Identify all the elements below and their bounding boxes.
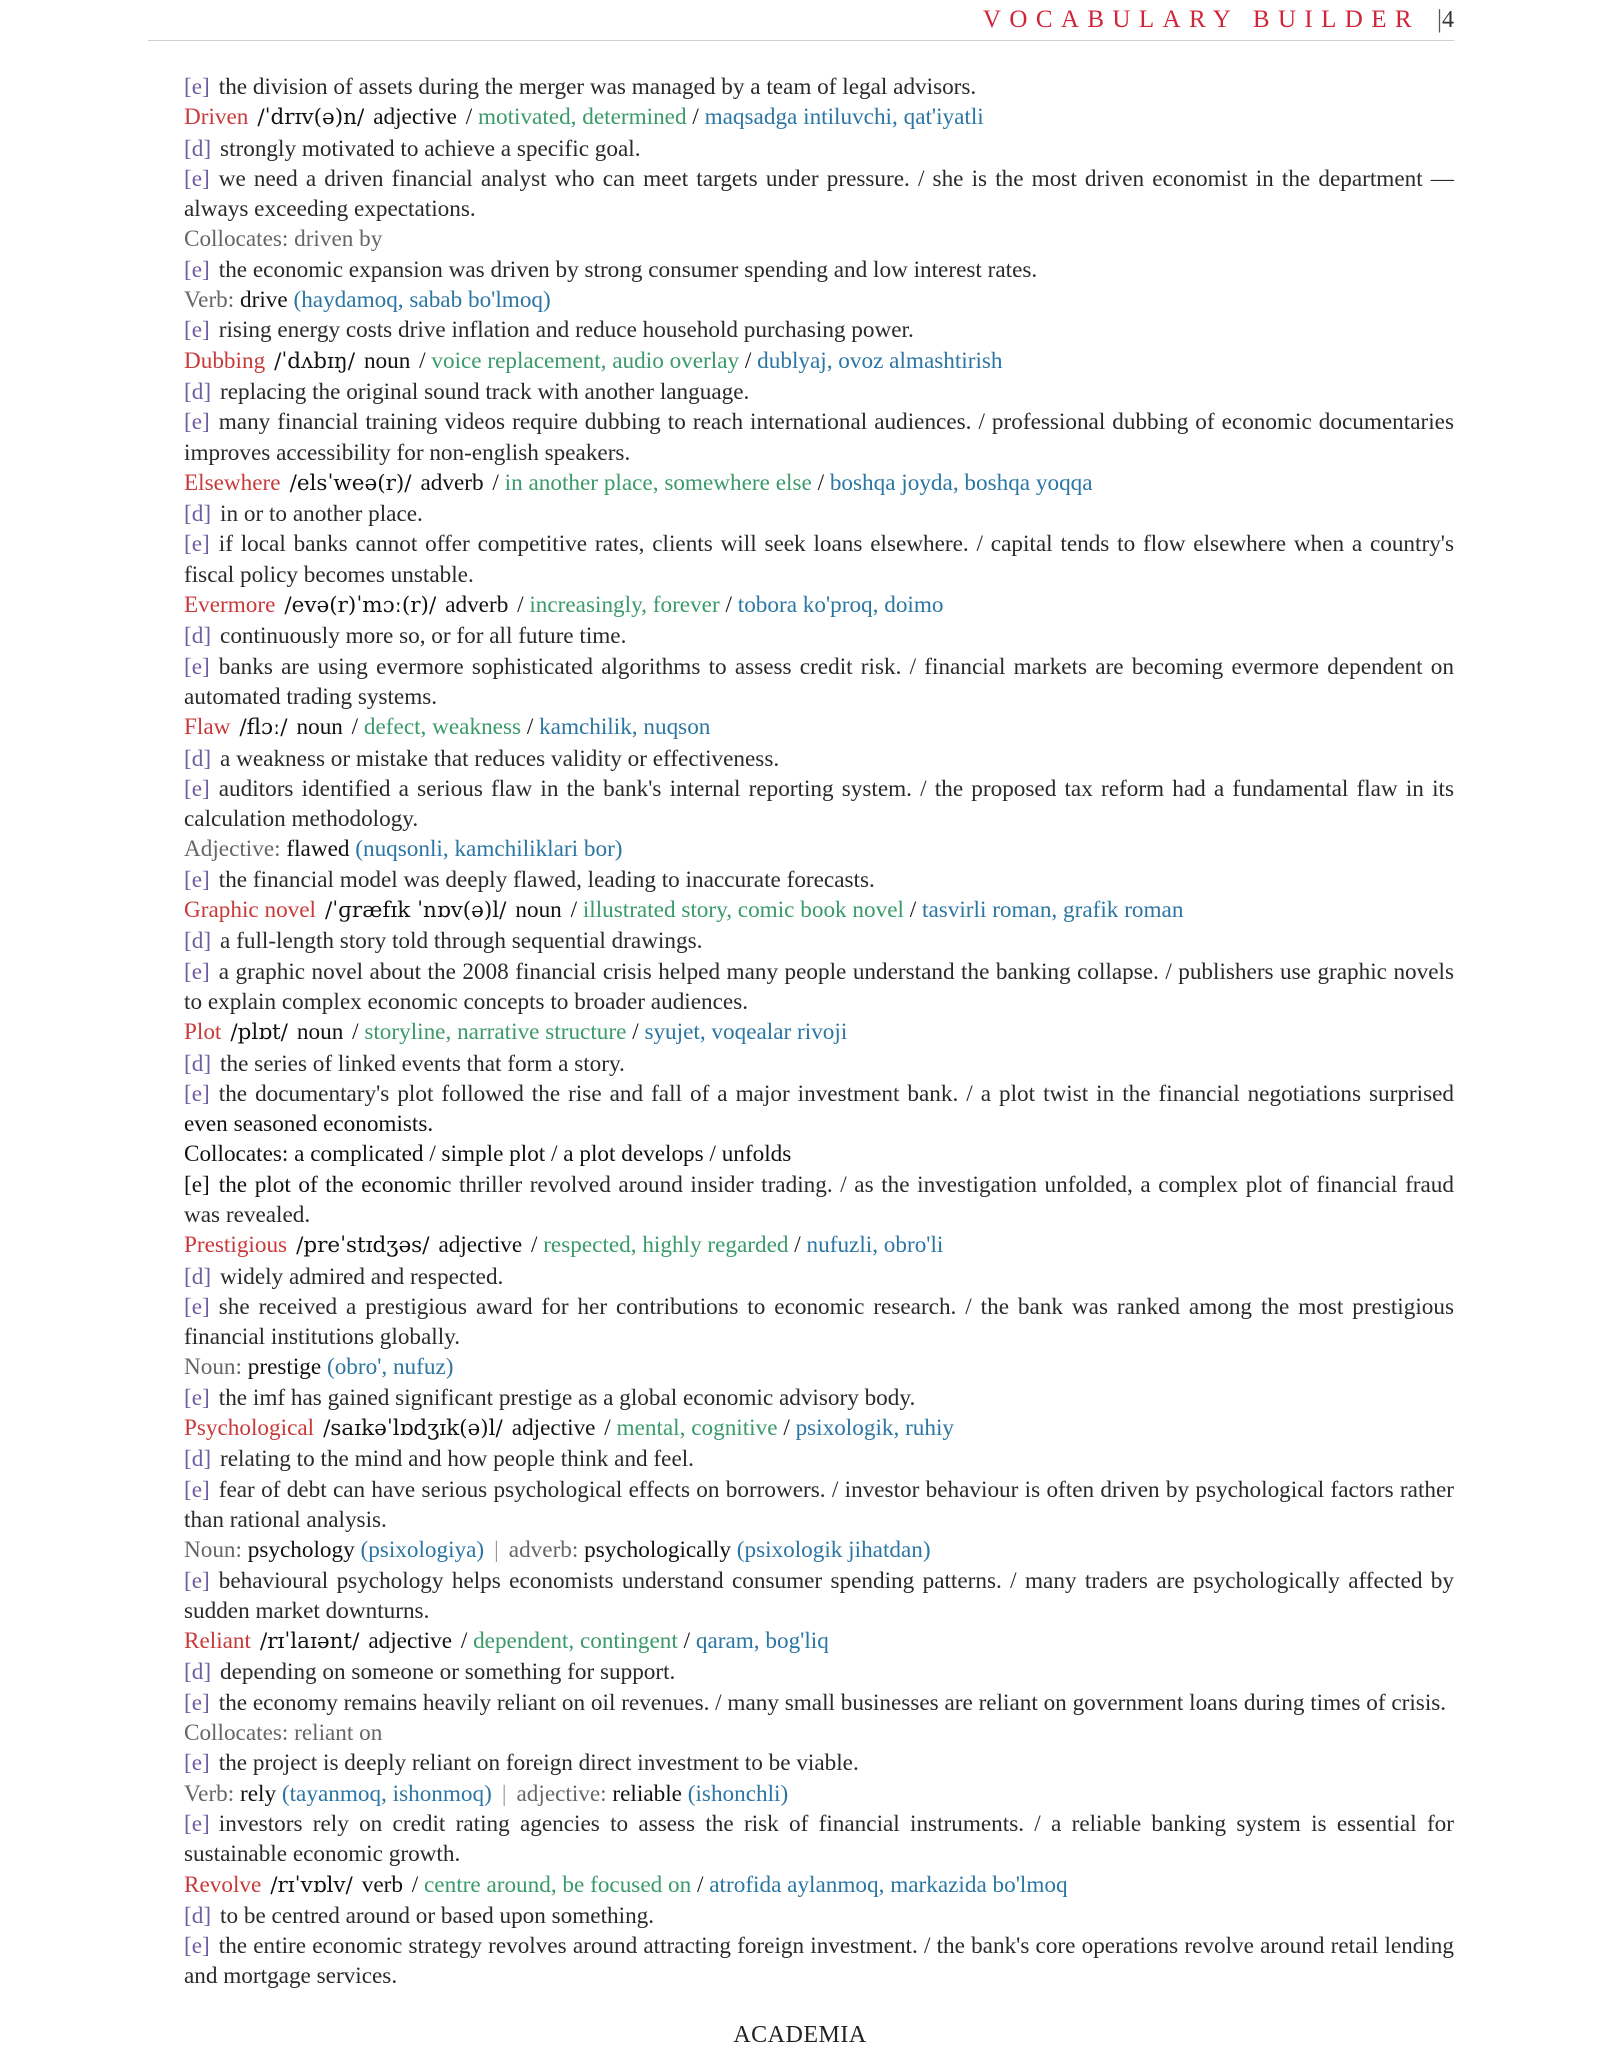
- definition-line: [d] depending on someone or something for support.: [184, 1659, 676, 1686]
- part-of-speech: adverb: [420, 469, 484, 496]
- page-header: [148, 6, 1454, 41]
- headword: Reliant: [184, 1628, 251, 1655]
- example-text: fear of debt can have serious psychological effects on borrowers. / investor behaviour is often driven by psychological factors rather than rational analysis.: [184, 1476, 1454, 1533]
- definition-line: [d] a full-length story told through sequential drawings.: [184, 928, 703, 955]
- word-form-line: Verb: drive (haydamoq, sabab bo'lmoq): [184, 287, 551, 314]
- header-separator: |: [1436, 6, 1442, 33]
- definition-text: replacing the original sound track with another language.: [220, 378, 750, 405]
- pronunciation: /plɒt/: [230, 1020, 288, 1046]
- entry-headword-line: Graphic novel /ˈɡræfɪk ˈnɒv(ə)l/ noun / illustrated story, comic book novel / tasvirli roman, grafik roman: [184, 897, 1184, 924]
- definition-line: [d] relating to the mind and how people think and feel.: [184, 1446, 694, 1473]
- example-text: the entire economic strategy revolves around attracting foreign investment. / the bank's core operations revolve around retail lending and mortgage services.: [184, 1933, 1454, 1990]
- part-of-speech: verb: [361, 1871, 403, 1898]
- example-text: auditors identified a serious flaw in the bank's internal reporting system. / the proposed tax reform had a fundamental flaw in its calculation methodology.: [184, 775, 1454, 833]
- example-text: we need a driven financial analyst who can meet targets under pressure. / she is the most driven economist in the department — always exceeding expectations.: [184, 165, 1454, 223]
- definition-text: in or to another place.: [220, 501, 423, 528]
- vocabulary-list: [184, 72, 1454, 1992]
- example-line: [e] the economy remains heavily reliant on oil revenues. / many small businesses are reliant on government loans during times of crisis.: [184, 1689, 1447, 1716]
- entry-headword-line: Revolve /rɪˈvɒlv/ verb / centre around, be focused on / atrofida aylanmoq, markazida bo'lmoq: [184, 1871, 1068, 1898]
- uzbek-translation: tobora ko'proq, doimo: [737, 592, 944, 619]
- word-form-translation: (haydamoq, sabab bo'lmoq): [293, 287, 551, 314]
- example-text: the project is deeply reliant on foreign direct investment to be viable.: [218, 1750, 859, 1777]
- synonyms: voice replacement, audio overlay: [431, 347, 740, 374]
- synonyms: respected, highly regarded: [543, 1232, 789, 1259]
- example-text: the economy remains heavily reliant on oil revenues. / many small businesses are reliant on government loans during times of crisis.: [218, 1689, 1447, 1716]
- synonyms: storyline, narrative structure: [364, 1019, 627, 1046]
- header-title: VOCABULARY BUILDER: [982, 6, 1420, 33]
- example-line: [e] if local banks cannot offer competitive rates, clients will seek loans elsewhere. / capital tends to flow elsewhere when a country's fiscal policy becomes unstable.: [184, 531, 1454, 588]
- pronunciation: /elsˈweə(r)/: [289, 470, 412, 496]
- part-of-speech: noun: [296, 714, 343, 741]
- entry-headword-line: Flaw /flɔː/ noun / defect, weakness / kamchilik, nuqson: [184, 714, 711, 741]
- pronunciation: /ˈdrɪv(ə)n/: [257, 105, 365, 131]
- part-of-speech: noun: [515, 897, 562, 924]
- definition-line: [d] continuously more so, or for all future time.: [184, 623, 627, 650]
- pronunciation: /ˈdʌbɪŋ/: [274, 348, 355, 374]
- headword: Evermore: [184, 592, 276, 619]
- synonyms: centre around, be focused on: [424, 1871, 692, 1898]
- example-text: thriller revolved around insider trading. / as the investigation unfolded, a complex plot of financial fraud was revealed.: [184, 1171, 1454, 1228]
- definition-line: [d] in or to another place.: [184, 501, 423, 528]
- example-line: [e] behavioural psychology helps economists understand consumer spending patterns. / many traders are psychologically affected by sudden market downturns.: [184, 1567, 1454, 1624]
- headword: Flaw: [184, 714, 231, 741]
- page-number: 4: [1442, 7, 1454, 33]
- synonyms: motivated, determined: [477, 104, 687, 131]
- word-form-translation: (tayanmoq, ishonmoq): [281, 1780, 492, 1807]
- example-line: [e] the project is deeply reliant on foreign direct investment to be viable.: [184, 1750, 859, 1777]
- part-of-speech: adjective: [511, 1415, 596, 1442]
- part-of-speech: adjective: [368, 1628, 453, 1655]
- synonyms: dependent, contingent: [473, 1628, 678, 1655]
- definition-text: continuously more so, or for all future time.: [220, 623, 627, 650]
- form-separator: |: [494, 1537, 499, 1564]
- word-form-line: Noun: prestige (obro', nufuz): [184, 1354, 454, 1381]
- entry-headword-line: Prestigious /preˈstɪdʒəs/ adjective / respected, highly regarded / nufuzli, obro'li: [184, 1232, 944, 1259]
- headword: Driven: [184, 104, 249, 131]
- example-text: she received a prestigious award for her contributions to economic research. / the bank was ranked among the most prestigious financial institutions globally.: [184, 1293, 1454, 1351]
- part-of-speech: noun: [363, 347, 411, 374]
- entry-headword-line: Dubbing /ˈdʌbɪŋ/ noun / voice replacement, audio overlay / dublyaj, ovoz almashtirish: [184, 347, 1003, 374]
- pronunciation: /saɪkəˈlɒdʒɪk(ə)l/: [323, 1416, 503, 1442]
- uzbek-translation: boshqa joyda, boshqa yoqqa: [829, 469, 1093, 496]
- page-footer: ACADEMIA: [733, 2022, 867, 2048]
- uzbek-translation: dublyaj, ovoz almashtirish: [757, 347, 1003, 374]
- definition-line: [d] strongly motivated to achieve a specific goal.: [184, 135, 641, 162]
- entry-headword-line: Elsewhere /elsˈweə(r)/ adverb / in another place, somewhere else / boshqa joyda, boshqa yoqqa: [184, 469, 1093, 496]
- example-text: the documentary's plot followed the rise and fall of a major investment bank. / a plot twist in the financial negotiations surprised: [218, 1080, 1454, 1107]
- word-form: psychology: [247, 1537, 355, 1564]
- example-text: the division of assets during the merger was managed by a team of legal advisors.: [218, 74, 977, 100]
- example-line: [e] the documentary's plot followed the rise and fall of a major investment bank. / a plot twist in the financial negotiations surprised even seasoned economists.: [184, 1080, 1454, 1138]
- example-text: the imf has gained significant prestige as a global economic advisory body.: [218, 1384, 916, 1411]
- entry-headword-line: Driven /ˈdrɪv(ə)n/ adjective / motivated, determined / maqsadga intiluvchi, qat'iyatli: [184, 104, 984, 131]
- collocates-line: Collocates: reliant on: [184, 1720, 383, 1747]
- example-line: [e] many financial training videos require dubbing to reach international audiences. / professional dubbing of economic documentaries improves accessibility for non-english speakers.: [184, 409, 1454, 466]
- word-form-translation: (obro', nufuz): [326, 1354, 454, 1381]
- example-text: banks are using evermore sophisticated algorithms to assess credit risk. / financial markets are becoming evermore dependent on automated trading systems.: [184, 653, 1454, 710]
- definition-text: depending on someone or something for support.: [220, 1659, 676, 1686]
- word-form-translation: (nuqsonli, kamchiliklari bor): [355, 836, 623, 863]
- synonyms: illustrated story, comic book novel: [582, 897, 904, 924]
- example-line: [e] banks are using evermore sophisticated algorithms to assess credit risk. / financial markets are becoming evermore dependent on automated trading systems.: [184, 653, 1454, 710]
- form-separator: |: [501, 1780, 507, 1807]
- part-of-speech: adjective: [438, 1232, 523, 1259]
- word-form: psychologically: [584, 1537, 731, 1564]
- example-text: investors rely on credit rating agencies to assess the risk of financial instruments. / a reliable banking system is essential for sustainable economic growth.: [184, 1810, 1454, 1868]
- headword: Elsewhere: [184, 469, 281, 496]
- word-form-line: Noun: psychology (psixologiya) | adverb: psychologically (psixologik jihatdan): [184, 1537, 931, 1564]
- uzbek-translation: tasvirli roman, grafik roman: [922, 897, 1184, 924]
- word-form: drive: [240, 287, 288, 314]
- definition-line: [d] a weakness or mistake that reduces validity or effectiveness.: [184, 745, 780, 772]
- definition-text: a weakness or mistake that reduces validity or effectiveness.: [220, 745, 780, 772]
- headword: Dubbing: [184, 347, 266, 374]
- example-line: [e] the plot of the economic thriller revolved around insider trading. / as the investigation unfolded, a complex plot of financial fraud was revealed.: [184, 1171, 1454, 1228]
- part-of-speech: noun: [296, 1019, 344, 1046]
- example-line: [e] the financial model was deeply flawed, leading to inaccurate forecasts.: [184, 866, 875, 893]
- uzbek-translation: qaram, bog'liq: [695, 1628, 829, 1655]
- entry-headword-line: Reliant /rɪˈlaɪənt/ adjective / dependent, contingent / qaram, bog'liq: [184, 1628, 829, 1655]
- pronunciation: /rɪˈvɒlv/: [270, 1872, 353, 1898]
- uzbek-translation: maqsadga intiluvchi, qat'iyatli: [704, 104, 984, 131]
- example-text: many financial training videos require dubbing to reach international audiences. / professional dubbing of economic documentaries improves accessibility for non-english speakers.: [184, 409, 1454, 466]
- example-tag: [e]: [184, 74, 210, 100]
- example-line: [e] auditors identified a serious flaw in the bank's internal reporting system. / the proposed tax reform had a fundamental flaw in its calculation methodology.: [184, 775, 1454, 833]
- word-form: prestige: [247, 1354, 322, 1381]
- synonyms: mental, cognitive: [616, 1415, 778, 1442]
- definition-text: to be centred around or based upon something.: [220, 1902, 655, 1929]
- entry-headword-line: Psychological /saɪkəˈlɒdʒɪk(ə)l/ adjective / mental, cognitive / psixologik, ruhiy: [184, 1415, 955, 1442]
- collocates-line: Collocates: driven by: [184, 226, 383, 253]
- synonyms: increasingly, forever: [529, 592, 720, 619]
- example-text: the financial model was deeply flawed, leading to inaccurate forecasts.: [218, 866, 875, 893]
- example-text: the economic expansion was driven by strong consumer spending and low interest rates.: [218, 256, 1038, 283]
- entry-headword-line: Plot /plɒt/ noun / storyline, narrative structure / syujet, voqealar rivoji: [184, 1019, 848, 1046]
- synonyms: in another place, somewhere else: [504, 469, 812, 496]
- pronunciation: /ˈɡræfɪk ˈnɒv(ə)l/: [325, 898, 507, 924]
- collocates-line: Collocates: a complicated / simple plot / a plot develops / unfolds: [184, 1141, 792, 1168]
- example-line: [e] a graphic novel about the 2008 financial crisis helped many people understand the banking collapse. / publishers use graphic novels to explain complex economic concepts to broader audiences.: [184, 958, 1454, 1015]
- word-form-line: Verb: rely (tayanmoq, ishonmoq) | adjective: reliable (ishonchli): [184, 1780, 789, 1807]
- example-line: [e] she received a prestigious award for her contributions to economic research. / the bank was ranked among the most prestigious financial institutions globally.: [184, 1293, 1454, 1351]
- word-form: flawed: [286, 836, 350, 863]
- headword: Graphic novel: [184, 897, 316, 924]
- example-line: [e] we need a driven financial analyst who can meet targets under pressure. / she is the most driven economist in the department — always exceeding expectations.: [184, 165, 1454, 223]
- definition-text: relating to the mind and how people think and feel.: [220, 1446, 694, 1473]
- headword: Psychological: [184, 1415, 315, 1442]
- pronunciation: /rɪˈlaɪənt/: [259, 1629, 360, 1655]
- word-form-translation: (psixologiya): [360, 1537, 485, 1564]
- example-line: [e] fear of debt can have serious psychological effects on borrowers. / investor behaviour is often driven by psychological factors rather than rational analysis.: [184, 1476, 1454, 1533]
- word-form: reliable: [612, 1780, 682, 1807]
- entry-headword-line: Evermore /evə(r)ˈmɔː(r)/ adverb / increasingly, forever / tobora ko'proq, doimo: [184, 592, 944, 619]
- uzbek-translation: atrofida aylanmoq, markazida bo'lmoq: [709, 1871, 1068, 1898]
- example-text: a graphic novel about the 2008 financial crisis helped many people understand the banking collapse. / publishers use graphic novels to explain complex economic concepts to broader audiences.: [184, 958, 1454, 1015]
- word-form-line: Adjective: flawed (nuqsonli, kamchiliklari bor): [184, 836, 623, 863]
- example-line: [e] the entire economic strategy revolves around attracting foreign investment. / the bank's core operations revolve around retail lending and mortgage services.: [184, 1933, 1454, 1990]
- definition-text: widely admired and respected.: [220, 1263, 504, 1290]
- definition-line: [d] widely admired and respected.: [184, 1263, 504, 1290]
- word-form-translation: (ishonchli): [687, 1780, 789, 1807]
- definition-line: [d] replacing the original sound track with another language.: [184, 378, 750, 405]
- uzbek-translation: syujet, voqealar rivoji: [644, 1019, 848, 1046]
- headword: Prestigious: [184, 1232, 288, 1259]
- example-line: [e] investors rely on credit rating agencies to assess the risk of financial instruments. / a reliable banking system is essential for sustainable economic growth.: [184, 1810, 1454, 1868]
- example-line: [e] rising energy costs drive inflation and reduce household purchasing power.: [184, 317, 914, 344]
- headword: Plot: [184, 1019, 222, 1046]
- example-line: [e] the economic expansion was driven by strong consumer spending and low interest rates.: [184, 256, 1038, 283]
- definition-text: strongly motivated to achieve a specific goal.: [220, 135, 641, 162]
- headword: Revolve: [184, 1871, 262, 1898]
- definition-text: the series of linked events that form a story.: [220, 1050, 625, 1077]
- part-of-speech: adjective: [373, 104, 457, 131]
- definition-line: [d] to be centred around or based upon something.: [184, 1902, 655, 1929]
- pronunciation: /evə(r)ˈmɔː(r)/: [284, 593, 437, 619]
- word-form: rely: [240, 1780, 277, 1807]
- uzbek-translation: psixologik, ruhiy: [795, 1415, 955, 1442]
- pronunciation: /preˈstɪdʒəs/: [296, 1233, 430, 1259]
- example-text-dark: the plot of the economic: [218, 1171, 452, 1198]
- word-form-translation: (psixologik jihatdan): [736, 1537, 931, 1564]
- synonyms: defect, weakness: [363, 714, 522, 741]
- example-text: if local banks cannot offer competitive rates, clients will seek loans elsewhere. / capital tends to flow elsewhere when a country's fiscal policy becomes unstable.: [184, 531, 1454, 588]
- example-text-dark: even seasoned economists.: [184, 1111, 434, 1138]
- definition-text: a full-length story told through sequential drawings.: [220, 928, 703, 955]
- uzbek-translation: kamchilik, nuqson: [539, 714, 711, 741]
- part-of-speech: adverb: [445, 592, 509, 619]
- definition-line: [d] the series of linked events that form a story.: [184, 1050, 625, 1077]
- example-line: [184, 72, 1454, 102]
- pronunciation: /flɔː/: [239, 715, 288, 741]
- example-text: behavioural psychology helps economists understand consumer spending patterns. / many traders are psychologically affected by sudden market downturns.: [184, 1567, 1454, 1624]
- uzbek-translation: nufuzli, obro'li: [806, 1232, 944, 1259]
- example-line: [e] the imf has gained significant prestige as a global economic advisory body.: [184, 1384, 916, 1411]
- example-text: rising energy costs drive inflation and reduce household purchasing power.: [218, 317, 914, 344]
